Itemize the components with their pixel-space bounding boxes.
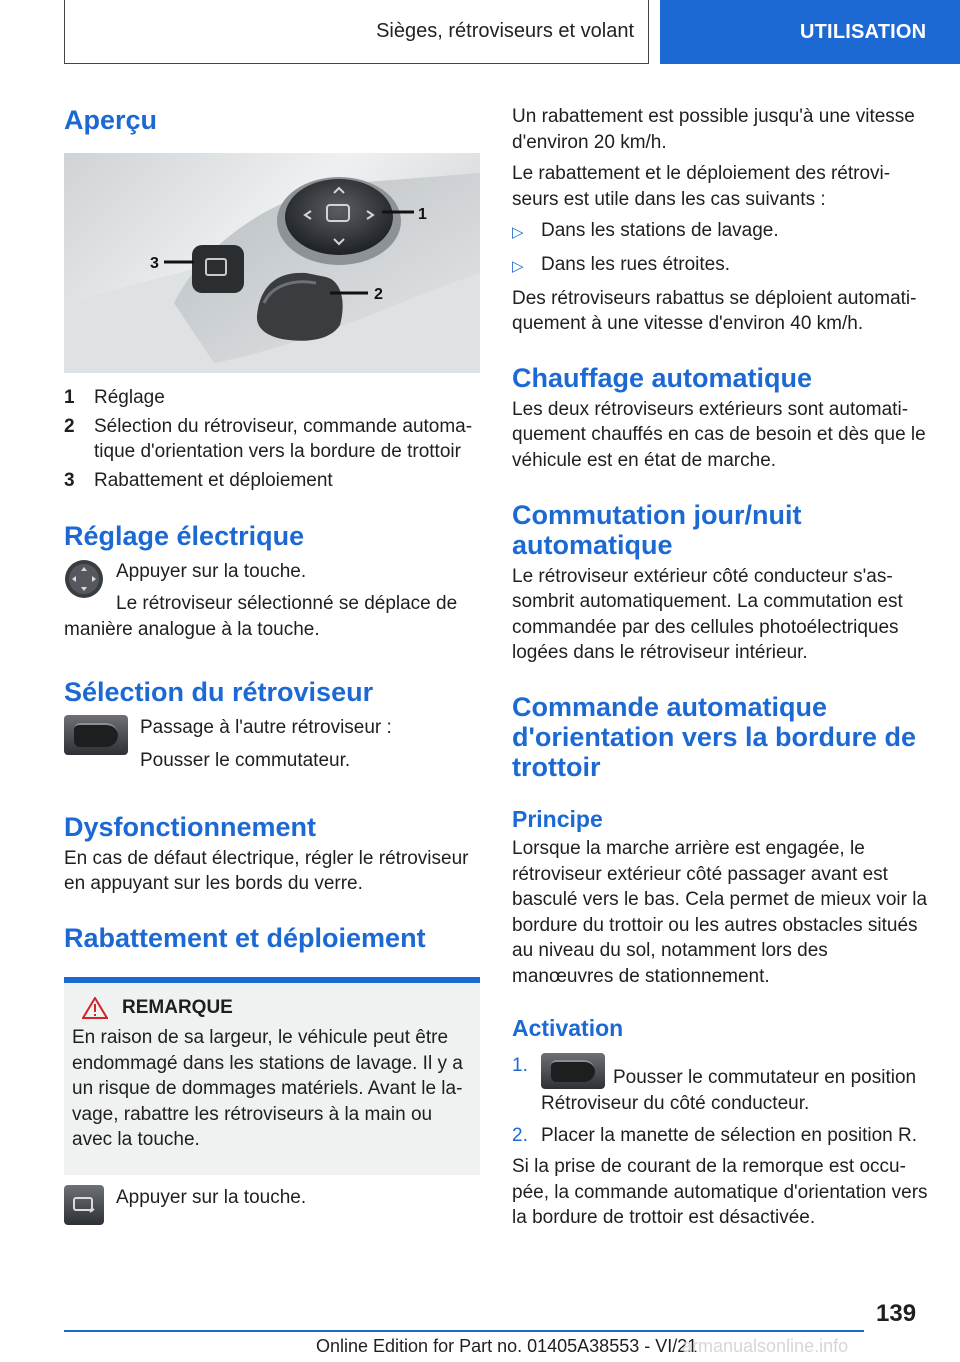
footer-watermark: armanualsonline.info [682,1336,849,1356]
reglage-instruction: Appuyer sur la touche. [116,561,307,583]
mirror-selector-switch-icon [64,715,128,755]
principe-text: Lorsque la marche arrière est engagée, le rétroviseur extérieur côté passager avant est basculé vers le bas. Cela permet de mieux voir la bordure du trottoir ou les autres obstacles situés au niveau du sol, notamment lors des manœuvres de stationnement. [512,837,928,987]
chauffage-text: Les deux rétroviseurs extérieurs sont automatiquement chauffés en cas de besoin et dès que le véhicule est en état de marche. [512,398,926,471]
commutation-text: Le rétroviseur extérieur côté conducteur s'assombrit automatiquement. La commutation est commandée par des cellules photoélectriques logées dans le rétroviseur intérieur. [512,565,903,664]
heading-selection-retroviseur: Sélection du rétroviseur [64,676,374,707]
page-number: 139 [876,1300,917,1327]
mirror-adjust-button-icon [64,559,104,599]
list-item: 1. Pousser le commutateur en position Rétroviseur du côté conducteur. [512,1055,917,1115]
selection-instruction-1: Passage à l'autre rétroviseur : [140,716,392,738]
warning-note [64,977,480,1175]
heading-commande-automatique: Commande automatique d'orientation vers la bordure de trottoir [512,691,916,782]
rabattement-instruction: Appuyer sur la touche. [116,1186,307,1208]
right-column [512,104,928,1231]
heading-commutation: Commutation jour/nuit automatique [512,499,802,560]
warning-triangle-icon [82,997,108,1019]
heading-apercu: Aperçu [64,105,158,135]
selection-instruction-2: Pousser le commutateur. [140,750,351,772]
callout-label: 1 [418,206,427,223]
legend-item: 1 Réglage [64,387,165,408]
note-title: REMARQUE [72,997,472,1019]
mirror-controls-illustration [64,153,480,373]
footer-divider [64,1330,864,1332]
mirror-selector-switch-icon [541,1053,605,1089]
photo-legend [64,385,480,493]
legend-item: 2 Sélection du rétroviseur, commande automatique d'orientation vers la bordure de trottoir [64,415,473,463]
mirror-controls-photo [64,153,480,373]
callout-label: 3 [150,255,159,272]
deploiement-text: Des rétroviseurs rabattus se déploient automatiquement à une vitesse d'environ 40 km/h. [512,287,917,335]
heading-rabattement: Rabattement et déploiement [64,922,426,953]
remorque-text: Si la prise de courant de la remorque est occupée, la commande automatique d'orientation vers la bordure de trottoir est désactivée. [512,1156,928,1229]
fold-mirror-button-icon [64,1185,104,1225]
rabattement-speed-text: Un rabattement est possible jusqu'à une vitesse d'environ 20 km/h. [512,106,915,153]
subheading-activation: Activation [512,1015,624,1042]
subheading-principe: Principe [512,805,603,832]
triangle-bullet-icon: ▷ [512,224,524,242]
heading-dysfonctionnement: Dysfonctionnement [64,811,317,842]
callout-label: 2 [374,286,383,303]
header-section-title: Sièges, rétroviseurs et volant [64,0,649,64]
header-chapter-tab: UTILISATION [660,0,960,64]
reglage-description: Le rétroviseur sélectionné se déplace de manière analogue à la touche. [64,593,458,640]
list-item: ▷ Dans les stations de lavage. [512,218,928,246]
triangle-bullet-icon: ▷ [512,257,524,275]
legend-item: 3 Rabattement et déploiement [64,469,333,491]
rabattement-cases-text: Le rabattement et le déploiement des rétroviseurs est utile dans les cas suivants : [512,163,891,210]
note-text: En raison de sa largeur, le véhicule peut être endommagé dans les stations de lavage. Il y a un risque de dommages matériels. Avant le lavage, rabattre les rétroviseurs à la main ou avec la touche. [72,1026,463,1151]
list-item: 2. Placer la manette de sélection en position R. [512,1124,917,1146]
list-item: ▷ Dans les rues étroites. [512,252,928,280]
left-column [64,100,480,1225]
heading-chauffage: Chauffage automatique [512,362,813,393]
footer-edition: Online Edition for Part no. 01405A38553 - VI/21 [316,1336,698,1356]
heading-reglage-electrique: Réglage électrique [64,521,305,552]
dysfonctionnement-text: En cas de défaut électrique, régler le rétroviseur en appuyant sur les bords du verre. [64,847,469,895]
